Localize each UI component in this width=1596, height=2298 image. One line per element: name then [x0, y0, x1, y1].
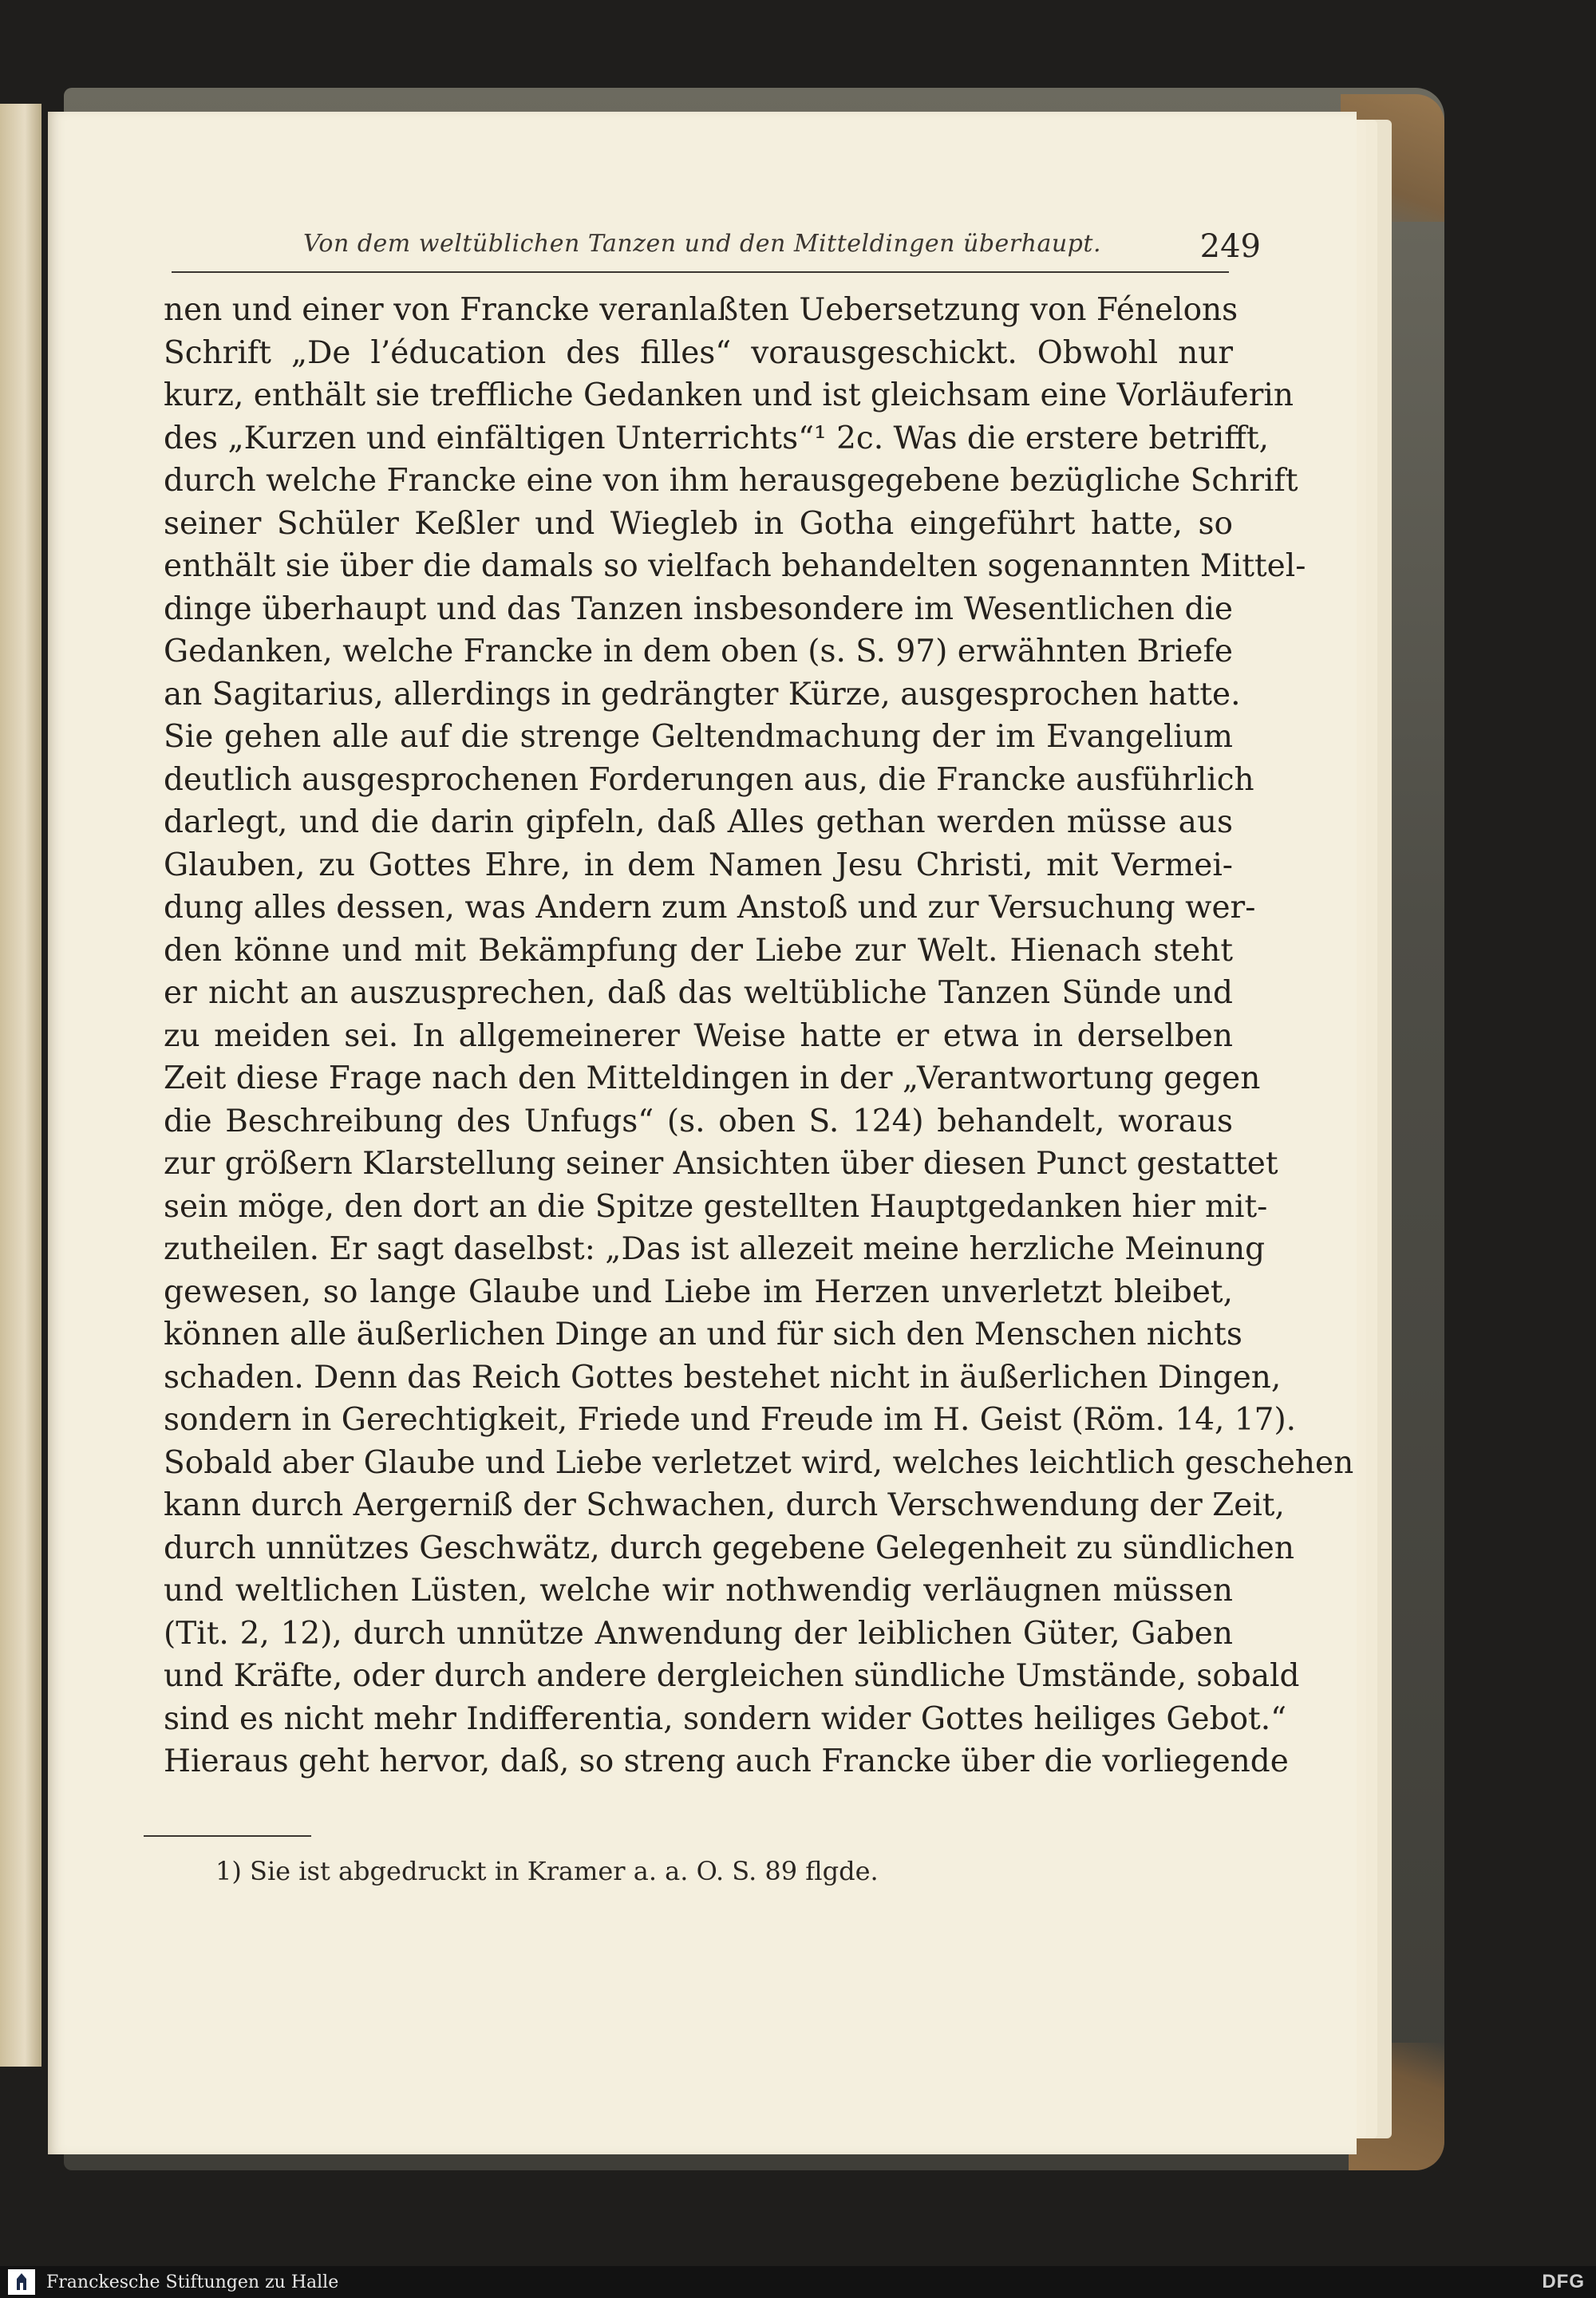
text-line: (Tit. 2, 12), durch unnütze Anwendung der leiblichen Güter, Gaben — [164, 1615, 1233, 1652]
footnote-rule — [144, 1835, 311, 1837]
text-line: durch welche Francke eine von ihm herausgegebene bezügliche Schrift — [164, 463, 1298, 499]
text-line: er nicht an auszusprechen, daß das weltübliche Tanzen Sünde und — [164, 975, 1233, 1011]
dfg-logo: DFG — [1542, 2271, 1585, 2292]
viewer-footer — [0, 2266, 1596, 2298]
text-line: Hieraus geht hervor, daß, so streng auch Francke über die vorliegende — [164, 1743, 1289, 1779]
institution-name: Franckesche Stiftungen zu Halle — [46, 2272, 339, 2292]
text-line: des „Kurzen und einfältigen Unterrichts“¹ 2c. Was die erstere betrifft, — [164, 420, 1270, 456]
text-line: gewesen, so lange Glaube und Liebe im Herzen unverletzt bleibet, — [164, 1273, 1233, 1310]
text-line: Sie gehen alle auf die strenge Geltendmachung der im Evangelium — [164, 719, 1233, 755]
footnote: 1) Sie ist abgedruckt in Kramer a. a. O. S. 89 flgde. — [215, 1856, 879, 1886]
text-line: deutlich ausgesprochenen Forderungen aus, die Francke ausführlich — [164, 761, 1254, 798]
page-number: 249 — [1199, 228, 1261, 265]
text-line: und Kräfte, oder durch andere dergleichen sündliche Umstände, sobald — [164, 1658, 1300, 1694]
text-line: sondern in Gerechtigkeit, Friede und Freude im H. Geist (Röm. 14, 17). — [164, 1402, 1297, 1438]
header-rule — [172, 271, 1229, 273]
text-line: Zeit diese Frage nach den Mitteldingen in der „Verantwortung gegen — [164, 1060, 1261, 1096]
text-line: darlegt, und die darin gipfeln, daß Alles gethan werden müsse aus — [164, 804, 1233, 840]
text-line: Gedanken, welche Francke in dem oben (s. S. 97) erwähnten Briefe — [164, 634, 1233, 669]
text-line: dung alles dessen, was Andern zum Anstoß und zur Versuchung wer- — [164, 890, 1256, 926]
text-line: sein möge, den dort an die Spitze gestellten Hauptgedanken hier mit- — [164, 1188, 1268, 1225]
text-line: können alle äußerlichen Dinge an und für sich den Menschen nichts — [164, 1317, 1242, 1352]
text-line: an Sagitarius, allerdings in gedrängter Kürze, ausgesprochen hatte. — [164, 676, 1241, 713]
text-line: enthält sie über die damals so vielfach behandelten sogenannten Mittel- — [164, 548, 1306, 584]
text-line: Glauben, zu Gottes Ehre, in dem Namen Jesu Christi, mit Vermei- — [164, 847, 1233, 883]
running-head: Von dem weltüblichen Tanzen und den Mitteldingen überhaupt. — [303, 230, 1101, 258]
text-line: den könne und mit Bekämpfung der Liebe zur Welt. Hienach steht — [164, 932, 1233, 969]
text-line: nen und einer von Francke veranlaßten Uebersetzung von Fénelons — [164, 292, 1238, 328]
text-line: seiner Schüler Keßler und Wiegleb in Gotha eingeführt hatte, so — [164, 505, 1233, 542]
text-line: zur größern Klarstellung seiner Ansichten über diesen Punct gestattet — [164, 1146, 1278, 1182]
text-line: durch unnützes Geschwätz, durch gegebene Gelegenheit zu sündlichen — [164, 1530, 1295, 1566]
text-line: zutheilen. Er sagt daselbst: „Das ist allezeit meine herzliche Meinung — [164, 1231, 1266, 1267]
text-line: Schrift „De l’éducation des filles“ vorausgeschickt. Obwohl nur — [164, 334, 1233, 371]
book-page — [48, 112, 1357, 2154]
text-line: kann durch Aergerniß der Schwachen, durch Verschwendung der Zeit, — [164, 1487, 1285, 1523]
text-line: Sobald aber Glaube und Liebe verletzet wird, welches leichtlich geschehen — [164, 1444, 1354, 1481]
body-text — [164, 289, 1354, 1783]
text-line: die Beschreibung des Unfugs“ (s. oben S. 124) behandelt, woraus — [164, 1103, 1233, 1139]
text-line: kurz, enthält sie treffliche Gedanken und ist gleichsam eine Vorläuferin — [164, 377, 1294, 413]
left-page-edge — [0, 104, 41, 2067]
institution-logo-icon — [8, 2269, 35, 2295]
text-line: sind es nicht mehr Indifferentia, sondern wider Gottes heiliges Gebot.“ — [164, 1700, 1287, 1737]
text-line: und weltlichen Lüsten, welche wir nothwendig verläugnen müssen — [164, 1573, 1233, 1609]
text-line: schaden. Denn das Reich Gottes bestehet nicht in äußerlichen Dingen, — [164, 1359, 1282, 1396]
text-line: zu meiden sei. In allgemeinerer Weise hatte er etwa in derselben — [164, 1017, 1233, 1054]
text-line: dinge überhaupt und das Tanzen insbesondere im Wesentlichen die — [164, 590, 1233, 627]
